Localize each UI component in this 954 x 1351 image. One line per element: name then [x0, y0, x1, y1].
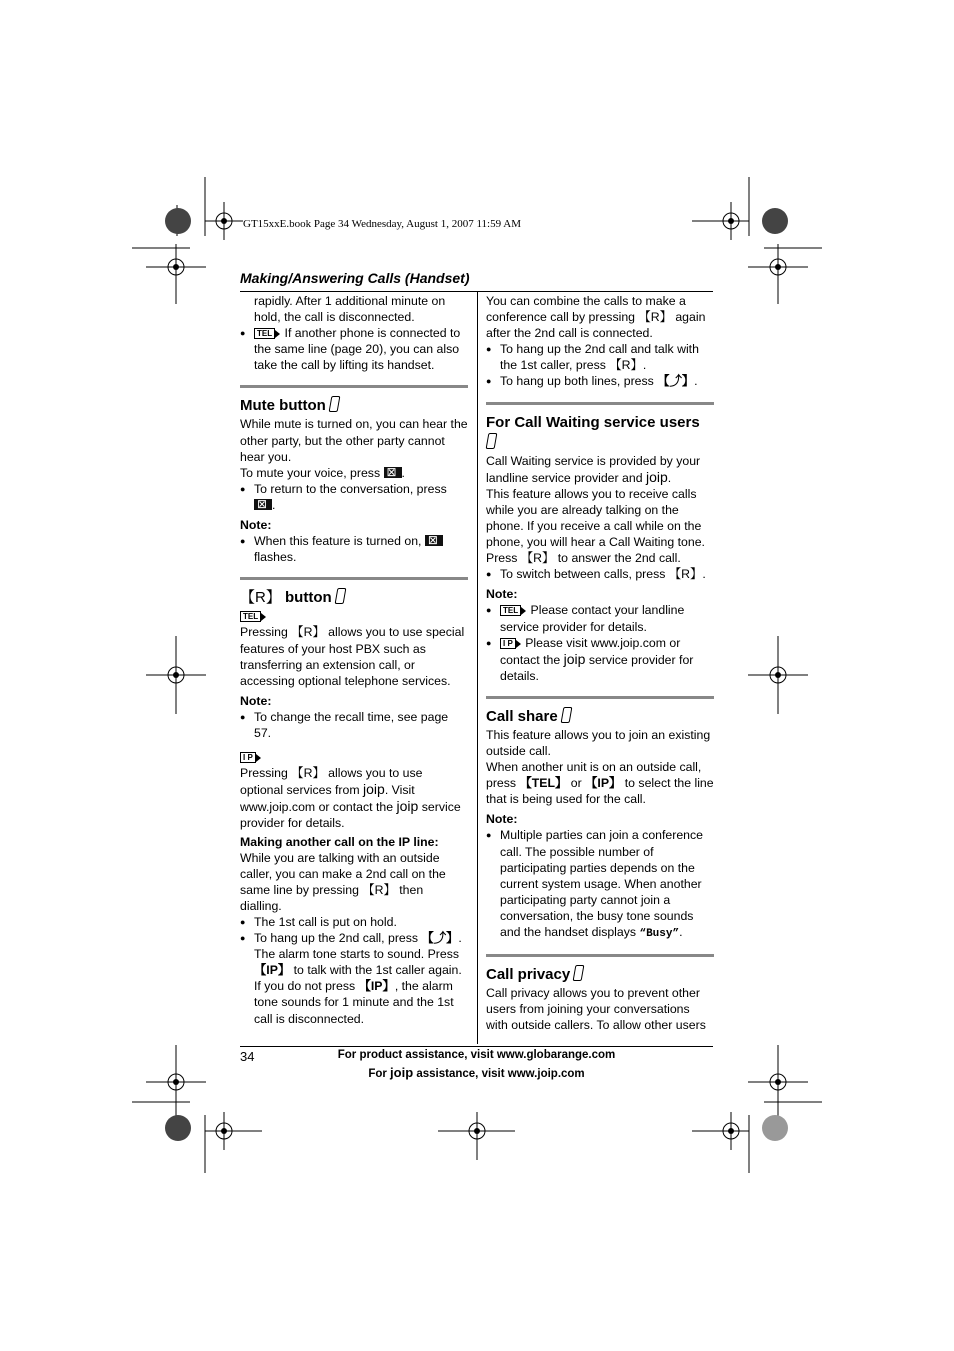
off-hook-key-icon: 【⤴】 [657, 374, 695, 389]
ip-marker [240, 749, 468, 765]
note-label: Note: [486, 587, 518, 602]
handset-icon [334, 588, 346, 604]
handset-icon [573, 965, 585, 981]
r-ip-desc: Pressing 【R】 allows you to use optional services from joip. Visit www.joip.com or contact the joip service provider for details. [240, 766, 461, 831]
page-number: 34 [240, 1049, 255, 1064]
left-column [240, 293, 468, 1027]
call-privacy-title: Call privacy [486, 965, 714, 985]
conference-desc: You can combine the calls to make a conference call by pressing 【R】 again after the 2nd call is connected. [486, 294, 706, 341]
list-item: ● TEL If another phone is connected to the same line (page 20), you can also take the call by lifting its handset. [240, 325, 468, 373]
tel-marker [240, 608, 468, 624]
call-waiting-title: For Call Waiting service users [486, 413, 714, 453]
busy-display: “Busy” [639, 928, 680, 940]
list-item: ● When this feature is turned on, ⊠ flashes. [240, 533, 468, 565]
handset-icon [560, 707, 572, 723]
mute-title: Mute button [240, 396, 468, 416]
list-item: ● To change the recall time, see page 57. [240, 709, 468, 741]
list-item: ● Multiple parties can join a conference call. The possible number of participating parties depends on the current system usage. When another participating party cannot join a conversation, the busy tone sounds and the handset displays “Busy”. [486, 827, 714, 942]
mute-key-icon [384, 467, 402, 478]
section-title: Making/Answering Calls (Handset) [240, 270, 470, 286]
call-share-title: Call share [486, 707, 714, 727]
footer-line-2: For joip assistance, visit www.joip.com [368, 1065, 585, 1080]
footer-rule [240, 1046, 713, 1047]
section-divider [486, 696, 714, 699]
footer-line-1: For product assistance, visit www.globarange.com [337, 1049, 616, 1061]
continued-text: rapidly. After 1 additional minute on hold, the call is disconnected. [254, 294, 446, 325]
note-label: Note: [240, 518, 272, 533]
list-item: ● I P Please visit www.joip.com or contact the joip service provider for details. [486, 635, 714, 684]
cw-desc: Call Waiting service is provided by your landline service provider and joip. [486, 453, 701, 485]
share-desc: This feature allows you to join an existing outside call. [486, 727, 711, 758]
r-desc: Pressing 【R】 allows you to use special features of your host PBX such as transferring an extension call, or accessing optional telephone services. [240, 625, 465, 688]
mute-key-icon [254, 499, 272, 510]
tel-icon: TEL [240, 611, 261, 622]
handset-icon [328, 396, 340, 412]
list-item: ● To return to the conversation, press ⊠. [240, 481, 468, 513]
handset-icon [486, 433, 498, 449]
subheading: Making another call on the IP line: [240, 834, 439, 849]
file-info: GT15xxE.book Page 34 Wednesday, August 1, 2007 11:59 AM [243, 218, 521, 230]
mute-desc: While mute is turned on, you can hear the other party, but the other party cannot hear you. [240, 417, 468, 464]
list-item: ● TEL Please contact your landline service provider for details. [486, 602, 714, 634]
section-divider [240, 385, 468, 388]
list-item: ● To hang up the 2nd call and talk with the 1st caller, press 【R】. [486, 341, 714, 373]
off-hook-key-icon: 【⤴】 [421, 931, 459, 946]
list-item: ● To switch between calls, press 【R】. [486, 566, 714, 582]
list-item: ● To hang up both lines, press 【⤴】. [486, 373, 714, 389]
ip-icon: I P [500, 638, 516, 649]
section-divider [240, 577, 468, 580]
section-divider [486, 402, 714, 405]
mute-key-icon [425, 535, 443, 546]
mute-instruction: To mute your voice, press ⊠ . [240, 465, 468, 481]
tel-icon: TEL [254, 328, 275, 339]
making-desc: While you are talking with an outside caller, you can make a 2nd call on the same line by pressing 【R】 then dialling. [240, 850, 446, 913]
right-column [486, 293, 714, 1033]
list-item: ● The 1st call is put on hold. [240, 914, 468, 930]
note-label: Note: [486, 812, 518, 827]
share-desc2: When another unit is on an outside call, press 【TEL】 or 【IP】 to select the line that is being used for the call. [486, 760, 714, 807]
note-label: Note: [240, 693, 272, 708]
cw-desc2: This feature allows you to receive calls while you are already talking on the phone. If you receive a call while on the phone, you will hear a Call Waiting tone. Press 【R】 to answer the 2nd call. [486, 486, 705, 566]
r-button-title: 【R】 button [240, 588, 468, 608]
list-item: ● To hang up the 2nd call, press 【⤴】. The alarm tone starts to sound. Press 【IP】 to talk with the 1st caller again. If you do not press 【IP】, the alarm tone sounds for 1 minute and the 1st call is disconnected. [240, 930, 468, 1027]
section-divider [486, 954, 714, 957]
privacy-desc: Call privacy allows you to prevent other users from joining your conversations with outside callers. To allow other users [486, 986, 706, 1033]
column-divider [477, 292, 478, 1044]
ip-icon: I P [240, 752, 256, 763]
tel-icon: TEL [500, 605, 521, 616]
